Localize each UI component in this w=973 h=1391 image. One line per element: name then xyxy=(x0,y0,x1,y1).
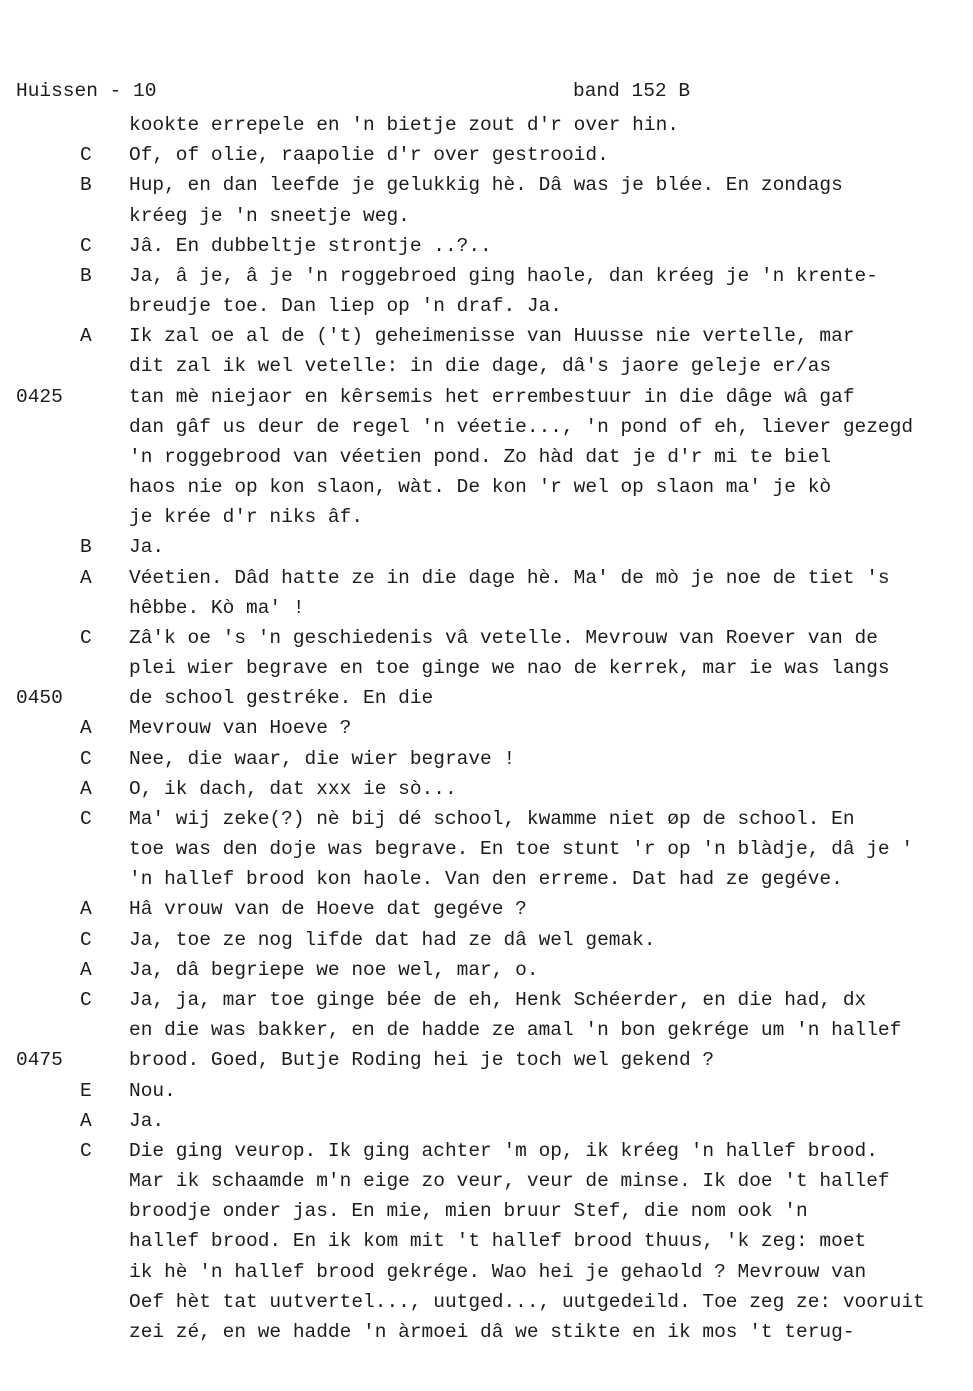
transcript-body xyxy=(16,110,966,1347)
speaker-label: C xyxy=(80,1139,92,1162)
transcript-line xyxy=(16,1317,966,1347)
header-tape: band 152 B xyxy=(573,80,691,102)
transcript-line xyxy=(16,925,966,955)
transcript-line xyxy=(16,1076,966,1106)
speaker-label: A xyxy=(80,898,92,921)
speaker-label: B xyxy=(80,536,92,559)
tape-counter: 0450 xyxy=(16,687,63,710)
transcript-line xyxy=(16,1196,966,1226)
line-text: Die ging veurop. Ik ging achter 'm op, ik kréeg 'n hallef brood. xyxy=(129,1139,878,1162)
speaker-label: C xyxy=(80,988,92,1011)
speaker-label: C xyxy=(80,144,92,167)
line-text: Mar ik schaamde m'n eige zo veur, veur de minse. Ik doe 't hallef xyxy=(129,1170,890,1193)
speaker-label: B xyxy=(80,174,92,197)
line-text: Nee, die waar, die wier begrave ! xyxy=(129,747,516,770)
line-text: tan mè niejaor en kêrsemis het errembestuur in die dâge wâ gaf xyxy=(129,385,855,408)
transcript-line xyxy=(16,502,966,532)
transcript-line xyxy=(16,472,966,502)
line-text: Ma' wij zeke(?) nè bij dé school, kwamme niet øp de school. En xyxy=(129,807,855,830)
line-text: de school gestréke. En die xyxy=(129,687,434,710)
transcript-line xyxy=(16,894,966,924)
speaker-label: B xyxy=(80,264,92,287)
line-text: Ja. xyxy=(129,536,165,559)
line-text: Ja. xyxy=(129,1109,165,1132)
speaker-label: A xyxy=(80,566,92,589)
transcript-line xyxy=(16,442,966,472)
line-text: ik hè 'n hallef brood gekrége. Wao hei je gehaold ? Mevrouw van xyxy=(129,1260,867,1283)
line-text: Ja, dâ begriepe we noe wel, mar, o. xyxy=(129,958,539,981)
line-text: Ja, ja, mar toe ginge bée de eh, Henk Schéerder, en die had, dx xyxy=(129,988,867,1011)
transcript-line xyxy=(16,140,966,170)
line-text: 'n hallef brood kon haole. Van den erreme. Dat had ze gegéve. xyxy=(129,868,843,891)
transcript-line xyxy=(16,412,966,442)
line-text: Oef hèt tat uutvertel..., uutged..., uutgedeild. Toe zeg ze: vooruit xyxy=(129,1290,925,1313)
line-text: hêbbe. Kò ma' ! xyxy=(129,596,305,619)
tape-counter: 0475 xyxy=(16,1049,63,1072)
transcript-line xyxy=(16,955,966,985)
transcript-line xyxy=(16,804,966,834)
line-text: zei zé, en we hadde 'n àrmoei dâ we stikte en ik mos 't terug- xyxy=(129,1320,855,1343)
transcript-line xyxy=(16,321,966,351)
line-text: en die was bakker, en de hadde ze amal 'n bon gekrége um 'n hallef xyxy=(129,1019,902,1042)
speaker-label: C xyxy=(80,747,92,770)
transcript-line xyxy=(16,713,966,743)
line-text: 'n roggebrood van véetien pond. Zo hàd dat je d'r mi te biel xyxy=(129,445,832,468)
speaker-label: A xyxy=(80,1109,92,1132)
speaker-label: A xyxy=(80,717,92,740)
line-text: Mevrouw van Hoeve ? xyxy=(129,717,352,740)
speaker-label: C xyxy=(80,234,92,257)
line-text: breudje toe. Dan liep op 'n draf. Ja. xyxy=(129,295,562,318)
transcript-line xyxy=(16,1287,966,1317)
transcript-line xyxy=(16,1045,966,1075)
transcript-line xyxy=(16,170,966,200)
transcript-line xyxy=(16,231,966,261)
line-text: Ik zal oe al de ('t) geheimenisse van Huusse nie vertelle, mar xyxy=(129,325,855,348)
tape-counter: 0425 xyxy=(16,385,63,408)
line-text: Zâ'k oe 's 'n geschiedenis vâ vetelle. Mevrouw van Roever van de xyxy=(129,626,878,649)
speaker-label: C xyxy=(80,626,92,649)
transcript-line xyxy=(16,1106,966,1136)
line-text: toe was den doje was begrave. En toe stunt 'r op 'n blàdje, dâ je ' xyxy=(129,838,914,861)
speaker-label: A xyxy=(80,777,92,800)
transcript-line xyxy=(16,774,966,804)
transcript-line xyxy=(16,744,966,774)
line-text: dit zal ik wel vetelle: in die dage, dâ's jaore geleje er/as xyxy=(129,355,832,378)
line-text: je krée d'r niks âf. xyxy=(129,506,364,529)
speaker-label: A xyxy=(80,325,92,348)
transcript-line xyxy=(16,1257,966,1287)
transcript-line xyxy=(16,683,966,713)
transcript-line xyxy=(16,834,966,864)
transcript-line xyxy=(16,985,966,1015)
transcript-line xyxy=(16,1015,966,1045)
line-text: Nou. xyxy=(129,1079,176,1102)
transcript-line xyxy=(16,291,966,321)
transcript-line xyxy=(16,563,966,593)
transcript-line xyxy=(16,1166,966,1196)
transcript-line xyxy=(16,593,966,623)
line-text: haos nie op kon slaon, wàt. De kon 'r wel op slaon ma' je kò xyxy=(129,476,832,499)
line-text: dan gâf us deur de regel 'n véetie..., 'n pond of eh, liever gezegd xyxy=(129,415,914,438)
transcript-line xyxy=(16,1136,966,1166)
line-text: Ja, toe ze nog lifde dat had ze dâ wel gemak. xyxy=(129,928,656,951)
header-location: Huissen - 10 xyxy=(16,80,157,102)
line-text: Hup, en dan leefde je gelukkig hè. Dâ was je blée. En zondags xyxy=(129,174,843,197)
line-text: Ja, â je, â je 'n roggebroed ging haole, dan kréeg je 'n krente- xyxy=(129,264,878,287)
line-text: Of, of olie, raapolie d'r over gestrooid. xyxy=(129,144,609,167)
line-text: kookte errepele en 'n bietje zout d'r over hin. xyxy=(129,114,679,136)
transcript-line xyxy=(16,382,966,412)
transcript-line xyxy=(16,653,966,683)
line-text: Véetien. Dâd hatte ze in die dage hè. Ma' de mò je noe de tiet 's xyxy=(129,566,890,589)
line-text: O, ik dach, dat xxx ie sò... xyxy=(129,777,457,800)
transcript-line xyxy=(16,623,966,653)
transcript-line xyxy=(16,261,966,291)
speaker-label: C xyxy=(80,807,92,830)
line-text: plei wier begrave en toe ginge we nao de kerrek, mar ie was langs xyxy=(129,657,890,680)
line-text: broodje onder jas. En mie, mien bruur Stef, die nom ook 'n xyxy=(129,1200,808,1223)
transcript-line xyxy=(16,351,966,381)
line-text: Hâ vrouw van de Hoeve dat gegéve ? xyxy=(129,898,527,921)
transcript-line xyxy=(16,864,966,894)
transcript-line xyxy=(16,110,966,140)
line-text: kréeg je 'n sneetje weg. xyxy=(129,204,410,227)
transcript-line xyxy=(16,1226,966,1256)
speaker-label: A xyxy=(80,958,92,981)
speaker-label: E xyxy=(80,1079,92,1102)
transcript-line xyxy=(16,201,966,231)
line-text: brood. Goed, Butje Roding hei je toch wel gekend ? xyxy=(129,1049,715,1072)
line-text: hallef brood. En ik kom mit 't hallef brood thuus, 'k zeg: moet xyxy=(129,1230,867,1253)
transcript-line xyxy=(16,532,966,562)
speaker-label: C xyxy=(80,928,92,951)
line-text: Jâ. En dubbeltje strontje ..?.. xyxy=(129,234,492,257)
